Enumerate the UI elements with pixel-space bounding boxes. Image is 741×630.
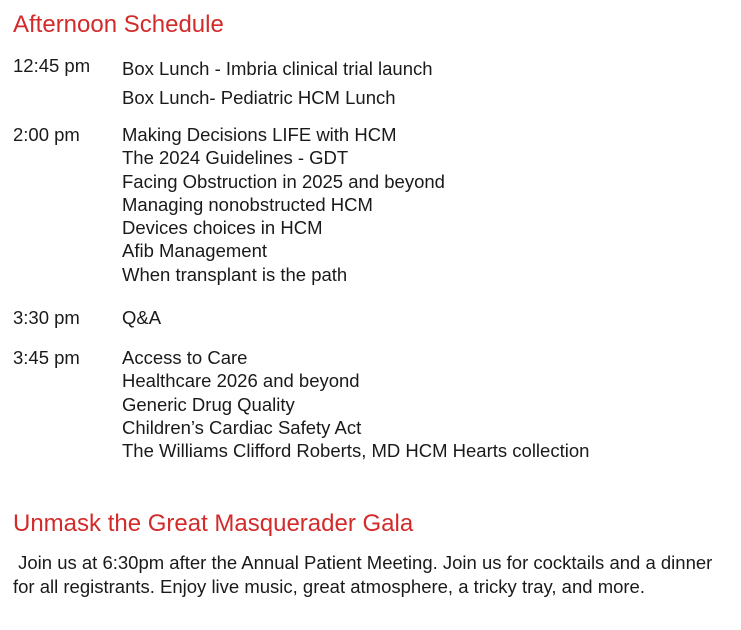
schedule-item: Afib Management <box>122 240 268 262</box>
schedule-item: Box Lunch- Pediatric HCM Lunch <box>122 87 396 108</box>
schedule-item: Healthcare 2026 and beyond <box>122 370 360 392</box>
schedule-item: Making Decisions LIFE with HCM <box>122 124 397 145</box>
schedule-item: The Williams Clifford Roberts, MD HCM Hearts collection <box>122 440 590 462</box>
gala-description: Join us at 6:30pm after the Annual Patient Meeting. Join us for cocktails and a dinner for all registrants. Enjoy live music, great atmosphere, a tricky tray, and more. <box>13 552 718 597</box>
schedule-items <box>122 54 433 112</box>
schedule-item: Facing Obstruction in 2025 and beyond <box>122 170 445 192</box>
schedule-time: 2:00 pm <box>13 124 80 145</box>
schedule-item: Q&A <box>122 307 162 328</box>
gala-heading: Unmask the Great Masquerader Gala <box>13 510 414 537</box>
schedule-item: Generic Drug Quality <box>122 393 295 415</box>
schedule-item: Access to Care <box>122 347 248 368</box>
schedule-heading: Afternoon Schedule <box>13 11 224 38</box>
schedule-time: 3:45 pm <box>13 347 80 368</box>
schedule-time: 3:30 pm <box>13 307 80 328</box>
schedule-time: 12:45 pm <box>13 55 91 76</box>
schedule-item: Children’s Cardiac Safety Act <box>122 416 362 438</box>
schedule-item: Managing nonobstructed HCM <box>122 193 373 215</box>
schedule-item: Box Lunch - Imbria clinical trial launch <box>122 58 433 79</box>
schedule-item: Devices choices in HCM <box>122 217 323 239</box>
schedule-items <box>122 346 589 462</box>
schedule-items <box>122 306 161 329</box>
schedule-items <box>122 123 445 286</box>
schedule-item: The 2024 Guidelines - GDT <box>122 147 349 169</box>
schedule-item: When transplant is the path <box>122 263 348 285</box>
